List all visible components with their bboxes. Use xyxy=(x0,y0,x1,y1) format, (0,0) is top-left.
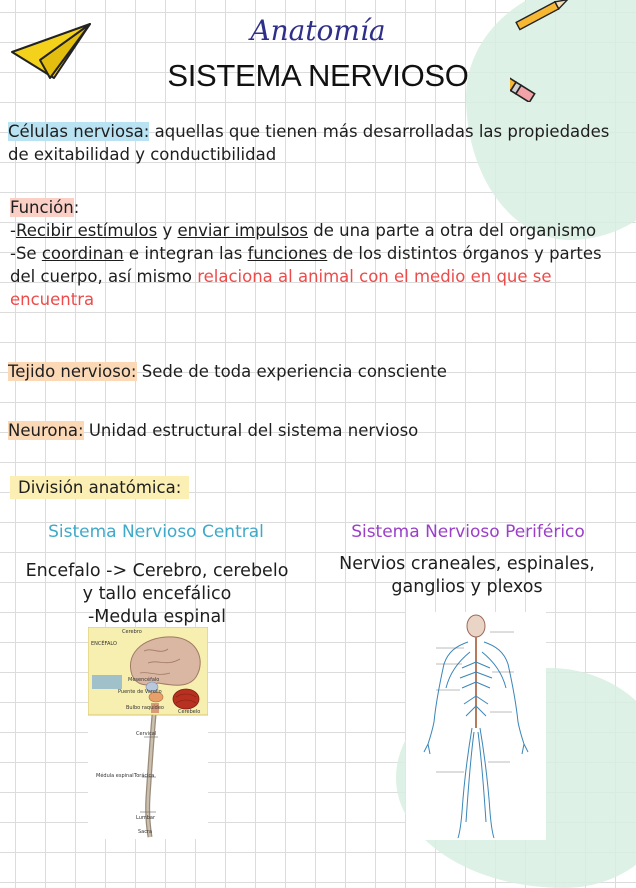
celulas-text: aquellas que tienen más desarrolladas las propiedades de exitabilidad y conductibilidad xyxy=(8,122,610,164)
funcion-red-text: relaciona al animal con el medio en que se encuentra xyxy=(10,267,552,309)
recibir-estimulos: Recibir estímulos xyxy=(15,221,158,240)
neurona-term: Neurona: xyxy=(8,421,84,440)
subject-title: Anatomía xyxy=(250,14,386,47)
funcion-conj: y xyxy=(157,221,178,240)
label-cerebro: Cerebro xyxy=(122,629,142,635)
pns-diagram xyxy=(406,612,546,840)
periferico-description xyxy=(318,553,616,599)
funciones: funciones xyxy=(247,244,328,263)
division-label: División anatómica: xyxy=(10,476,189,499)
central-description xyxy=(4,560,310,629)
page-title: SISTEMA NERVIOSO xyxy=(167,58,469,93)
funcion-line-1 xyxy=(10,219,630,242)
label-puente: Puente de Varolio xyxy=(118,689,162,695)
periferico-line-1: Nervios craneales, espinales, xyxy=(339,554,595,574)
funcion-line2-prefix: -Se xyxy=(10,244,42,263)
funcion-block xyxy=(10,196,630,311)
funcion-line-2 xyxy=(10,242,630,311)
label-cerebelo: Cerebelo xyxy=(178,709,201,715)
neurona-definition xyxy=(8,419,630,442)
periferico-line-2: ganglios y plexos xyxy=(391,577,543,597)
label-cervical: Cervical xyxy=(136,731,157,737)
celulas-term: Células nerviosa: xyxy=(8,122,150,141)
label-lumbar: Lumbar xyxy=(136,815,156,821)
central-line-1: Encefalo -> Cerebro, cerebelo xyxy=(25,561,289,581)
funcion-dash: - xyxy=(10,221,16,240)
tejido-definition xyxy=(8,360,630,383)
periferico-title: Sistema Nervioso Periférico xyxy=(351,522,585,542)
division-heading xyxy=(10,476,632,499)
funcion-line2-mid: e integran las xyxy=(123,244,248,263)
tejido-text: Sede de toda experiencia consciente xyxy=(136,362,447,381)
coordinan: coordinan xyxy=(41,244,124,263)
label-sacra: Sacra xyxy=(138,829,153,835)
funcion-line2-rest: de los distintos órganos y partes del cuerpo, así mismo xyxy=(10,244,602,286)
tejido-term: Tejido nervioso: xyxy=(8,362,137,381)
funcion-term: Función xyxy=(10,198,74,217)
label-bulbo: Bulbo raquídeo xyxy=(126,705,164,711)
label-mesencefalo: Mesencéfalo xyxy=(128,677,160,683)
cns-diagram xyxy=(88,627,208,839)
label-medula: Médula espinal xyxy=(96,773,134,779)
label-toracica: Torácica xyxy=(134,773,155,779)
central-line-3: -Medula espinal xyxy=(87,607,227,627)
celulas-definition xyxy=(8,120,630,166)
funcion-line1-rest: de una parte a otra del organismo xyxy=(308,221,597,240)
funcion-colon: : xyxy=(73,198,80,217)
central-line-2: y tallo encefálico xyxy=(82,584,232,604)
central-title: Sistema Nervioso Central xyxy=(48,522,264,542)
neurona-text: Unidad estructural del sistema nervioso xyxy=(83,421,419,440)
label-encefalo: ENCÉFALO xyxy=(91,641,117,647)
enviar-impulsos: enviar impulsos xyxy=(177,221,309,240)
